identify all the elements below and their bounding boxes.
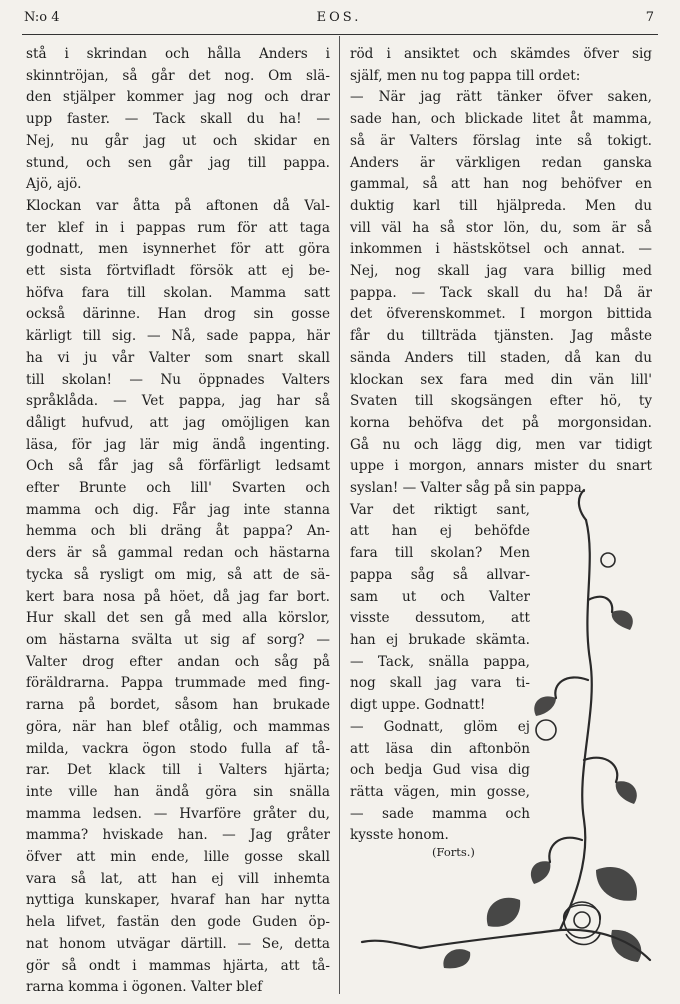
text-line: Svaten till skogsängen efter hö, ty [350, 393, 652, 410]
text-line: läsa, för jag lär mig ändå ingenting. [26, 436, 330, 453]
text-line: rar. Det klack till i Valters hjärta; [26, 762, 330, 779]
text-line: — sade mamma och [350, 805, 530, 822]
text-line: hemma och bli dräng åt pappa? An- [26, 523, 330, 540]
text-line: Gå nu och lägg dig, men var tidigt [350, 436, 652, 453]
text-line: kert bara nosa på höet, då jag far bort. [26, 588, 330, 605]
text-line: fara till skolan? Men [350, 545, 530, 562]
journal-title: EOS. [316, 10, 362, 25]
text-line: öfver att min ende, lille gosse skall [26, 849, 330, 866]
text-line: och bedja Gud visa dig [350, 762, 530, 779]
text-line: Ajö, ajö. [26, 176, 82, 193]
text-line: mamma ledsen. — Hvarföre gråter du, [26, 805, 330, 822]
text-line: ter klef in i pappas rum för att taga [26, 219, 330, 236]
text-line: gör så ondt i mammas hjärta, att tå- [26, 957, 330, 974]
text-line: kysste honom. [350, 827, 449, 844]
text-line: hela lifvet, fastän den gode Guden öp- [26, 914, 330, 931]
text-line: dåligt hufvud, att jag omöjligen kan [26, 414, 330, 431]
text-line: uppe i morgon, annars mister du snart [350, 458, 652, 475]
text-line: kärligt till sig. — Nå, sade pappa, här [26, 328, 330, 345]
text-line: Nej, nu går jag ut och skidar en [26, 132, 330, 149]
text-line: — Godnatt, glöm ej [350, 718, 530, 735]
text-line: mamma och dig. Får jag inte stanna [26, 501, 330, 518]
text-line: höfva fara till skolan. Mamma satt [26, 284, 330, 301]
text-line: — Tack, snälla pappa, [350, 653, 530, 670]
text-line: till skolan! — Nu öppnades Valters [26, 371, 330, 388]
text-line: nat honom utvägar därtill. — Se, detta [26, 935, 330, 952]
page-number: 7 [645, 10, 654, 25]
text-line: ett sista förtvifladt försök att ej be- [26, 263, 330, 280]
text-line: sända Anders till staden, då kan du [350, 349, 652, 366]
text-line: stund, och sen går jag till pappa. [26, 154, 330, 171]
text-line: — När jag rätt tänker öfver saken, [350, 89, 652, 106]
text-line: nyttiga kunskaper, hvaraf han har nytta [26, 892, 330, 909]
text-line: inkommen i hästskötsel och annat. — [350, 241, 652, 258]
text-line: stå i skrindan och hålla Anders i [26, 46, 330, 62]
text-line: visste dessutom, att [350, 610, 530, 627]
text-line: pappa. — Tack skall du ha! Då är [350, 284, 652, 301]
text-line: inte ville han ändå göra sin snälla [26, 783, 330, 800]
text-line: han ej brukade skämta. [350, 631, 530, 648]
text-line: Anders är värkligen redan ganska [350, 154, 652, 171]
text-line: duktig karl till hjälpreda. Men du [350, 197, 652, 214]
text-line: godnatt, men isynnerhet för att göra [26, 241, 330, 258]
text-line: den stjälper kommer jag nog och drar [26, 89, 330, 106]
text-line: Var det riktigt sant, [350, 501, 530, 518]
text-line: det öfverenskommet. I morgon bittida [350, 306, 652, 323]
text-line: får du tillträda tjänsten. Jag måste [350, 328, 652, 345]
text-line: korna behöfva det på morgonsidan. [350, 414, 652, 431]
text-line: mamma? hviskade han. — Jag gråter [26, 827, 330, 844]
text-line: språklåda. — Vet pappa, jag har så [26, 393, 330, 410]
text-line: Klockan var åtta på aftonen då Val- [26, 197, 330, 214]
text-line: vara så lat, att han ej vill inhemta [26, 870, 330, 887]
text-line: föräldrarna. Pappa trummade med fing- [26, 675, 330, 692]
text-line: efter Brunte och lill' Svarten och [26, 480, 330, 497]
text-line: ders är så gammal redan och hästarna [26, 545, 330, 562]
text-line: digt uppe. Godnatt! [350, 697, 486, 714]
text-line: göra, när han blef otålig, och mammas [26, 718, 330, 735]
text-line: också därinne. Han drog sin gosse [26, 306, 330, 323]
text-line: Valter drog efter andan och såg på [26, 653, 330, 670]
text-line: rarna komma i ögonen. Valter blef [26, 979, 263, 996]
text-line: själf, men nu tog pappa till ordet: [350, 67, 581, 84]
text-line: så är Valters förslag inte så tokigt. [350, 132, 652, 149]
text-line: upp faster. — Tack skall du ha! — [26, 111, 330, 128]
text-line: skinntröjan, så går det nog. Om slä- [26, 67, 330, 84]
text-line: milda, vackra ögon stodo fulla af tå- [26, 740, 330, 757]
text-line: vill väl ha så stor lön, du, som är så [350, 219, 652, 236]
issue-number: N:o 4 [24, 10, 60, 25]
text-line: pappa såg så allvar- [350, 566, 530, 583]
text-line: om hästarna svälta ut sig af sorg? — [26, 631, 330, 648]
text-line: Hur skall det sen gå med alla körslor, [26, 610, 330, 627]
text-line: sade han, och blickade litet åt mamma, [350, 111, 652, 128]
text-line: Nej, nog skall jag vara billig med [350, 263, 652, 280]
text-line: klockan sex fara med din vän lill' [350, 371, 652, 388]
text-line: nog skall jag vara ti- [350, 675, 530, 692]
text-line: att läsa din aftonbön [350, 740, 530, 757]
text-line: Och så får jag så förfärligt ledsamt [26, 458, 330, 475]
text-line: ha vi ju vår Valter som snart skall [26, 349, 330, 366]
continuation-note: (Forts.) [432, 845, 475, 859]
text-line: tycka så rysligt om mig, så att de sä- [26, 566, 330, 583]
text-line: att han ej behöfde [350, 523, 530, 540]
text-line: syslan! — Valter såg på sin pappa. [350, 480, 587, 497]
text-line: röd i ansiktet och skämdes öfver sig [350, 46, 652, 62]
text-line: rätta vägen, min gosse, [350, 783, 530, 800]
text-line: rarna på bordet, såsom han brukade [26, 697, 330, 714]
text-line: sam ut och Valter [350, 588, 530, 605]
text-line: gammal, så att han nog behöfver en [350, 176, 652, 193]
